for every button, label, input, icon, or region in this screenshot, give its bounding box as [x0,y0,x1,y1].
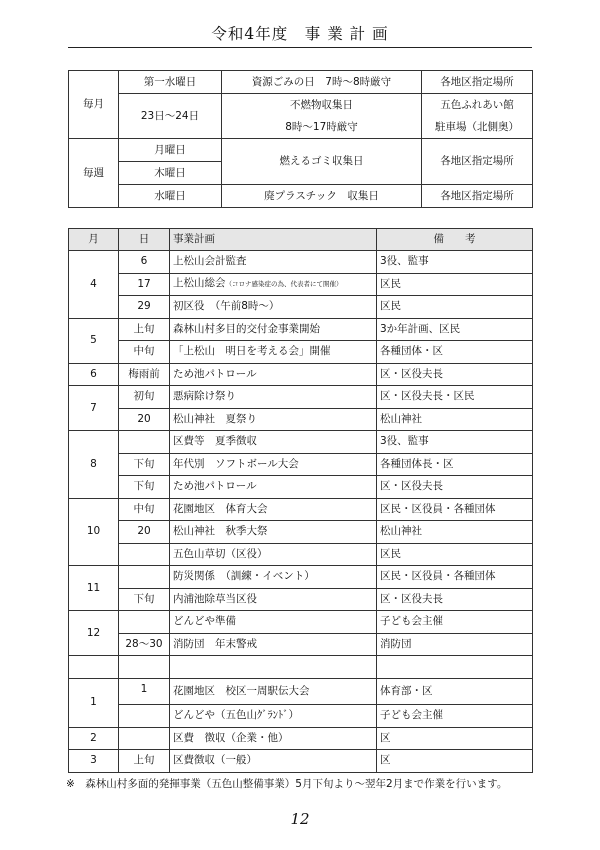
table-row [69,386,533,409]
table-row [69,678,533,705]
empty-row [69,656,533,679]
plan-cell: 区費徴収（一般） [170,750,377,773]
plan-cell: 年代別 ソフトボール大会 [170,453,377,476]
collection-schedule-table [68,70,533,208]
table-row [69,431,533,454]
day-cell: 29 [119,296,170,319]
schedule-where: 各地区指定場所 [422,185,533,208]
empty-cell [69,656,119,679]
plan-cell: 消防団 年末警戒 [170,633,377,656]
day-cell: 6 [119,251,170,274]
table-row [69,705,533,728]
plan-cell: 区費等 夏季徴収 [170,431,377,454]
note-cell: 区民・区役員・各種団体 [377,498,533,521]
schedule-when: 木曜日 [119,162,222,185]
table-row [69,251,533,274]
note-cell: 松山神社 [377,521,533,544]
note-cell: 消防団 [377,633,533,656]
page-title: 令和4年度 事 業 計 画 [211,25,389,43]
schedule-when: 水曜日 [119,185,222,208]
business-plan-table [68,228,533,773]
schedule-where: 各地区指定場所 [422,71,533,94]
table-row [69,588,533,611]
month-cell: 3 [69,750,119,773]
note-cell: 区・区役夫長 [377,476,533,499]
table-row [69,750,533,773]
plan-cell: 区費 徴収（企業・他） [170,727,377,750]
month-cell: 5 [69,318,119,363]
day-cell: 28～30 [119,633,170,656]
note-cell: 子ども会主催 [377,611,533,634]
plan-cell: 悪病除け祭り [170,386,377,409]
title-underline [68,47,532,48]
plan-cell: 内浦池除草当区役 [170,588,377,611]
month-cell: 1 [69,678,119,727]
schedule-where-line: 駐車場（北側奥） [435,121,519,133]
table-row [69,727,533,750]
month-cell: 4 [69,251,119,319]
empty-cell [377,656,533,679]
table-row [69,633,533,656]
plan-text: 上松山総会 [173,277,226,290]
header-day: 日 [119,229,170,251]
note-cell: 区・区役夫長・区民 [377,386,533,409]
page-number: 12 [290,810,310,828]
day-cell: 17 [119,273,170,296]
monthly-label: 毎月 [69,71,119,139]
day-cell: 下旬 [119,588,170,611]
schedule-where-line: 五色ふれあい館 [440,99,514,111]
table-row [69,453,533,476]
plan-cell: 松山神社 秋季大祭 [170,521,377,544]
table-row [69,566,533,589]
header-row [69,229,533,251]
day-cell: 1 [119,678,170,705]
note-cell: 区・区役夫長 [377,363,533,386]
day-cell: 梅雨前 [119,363,170,386]
plan-cell: 五色山草切（区役） [170,543,377,566]
table-row [69,139,533,162]
table-row [69,498,533,521]
table-row [69,94,533,139]
schedule-what [222,94,422,139]
note-cell: 区民 [377,273,533,296]
table-row [69,408,533,431]
plan-cell: 上松山会計監査 [170,251,377,274]
note-cell: 区・区役夫長 [377,588,533,611]
plan-cell: ため池パトロール [170,363,377,386]
plan-cell: ため池パトロール [170,476,377,499]
month-cell: 11 [69,566,119,611]
schedule-what-line: 8時～17時厳守 [285,121,358,133]
plan-cell: どんどや準備 [170,611,377,634]
header-month: 月 [69,229,119,251]
empty-cell [119,656,170,679]
schedule-what: 燃えるゴミ収集日 [222,139,422,185]
plan-cell: 初区役 （午前8時～） [170,296,377,319]
note-cell: 体育部・区 [377,678,533,705]
day-cell: 中旬 [119,498,170,521]
plan-cell: 花園地区 体育大会 [170,498,377,521]
note-cell: 区 [377,727,533,750]
plan-cell: 花園地区 校区一周駅伝大会 [170,678,377,705]
schedule-when: 23日～24日 [119,94,222,139]
table-row [69,476,533,499]
day-cell: 上旬 [119,318,170,341]
day-cell: 下旬 [119,476,170,499]
day-cell: 初旬 [119,386,170,409]
plan-cell: 防災関係 （訓練・イベント） [170,566,377,589]
note-cell: 3役、監事 [377,431,533,454]
note-cell: 3か年計画、区民 [377,318,533,341]
schedule-where [422,94,533,139]
schedule-what: 資源ごみの日 7時～8時厳守 [222,71,422,94]
note-cell: 3役、監事 [377,251,533,274]
plan-cell: どんどや（五色山ｸﾞﾗﾝﾄﾞ） [170,705,377,728]
table-row [69,543,533,566]
day-cell: 中旬 [119,341,170,364]
table-row [69,318,533,341]
month-cell: 10 [69,498,119,566]
schedule-what-line: 不燃物収集日 [290,99,353,111]
day-cell [119,705,170,728]
note-cell: 各種団体長・区 [377,453,533,476]
month-cell: 12 [69,611,119,656]
header-note: 備 考 [377,229,533,251]
table-row [69,521,533,544]
table-row [69,611,533,634]
day-cell: 下旬 [119,453,170,476]
day-cell [119,431,170,454]
month-cell: 7 [69,386,119,431]
day-cell [119,727,170,750]
day-cell [119,543,170,566]
plan-cell: 「上松山 明日を考える会」開催 [170,341,377,364]
table-row [69,273,533,296]
table-row [69,185,533,208]
weekly-label: 毎週 [69,139,119,208]
day-cell: 20 [119,408,170,431]
schedule-when: 第一水曜日 [119,71,222,94]
schedule-when: 月曜日 [119,139,222,162]
schedule-what: 廃プラスチック 収集日 [222,185,422,208]
note-cell: 松山神社 [377,408,533,431]
note-cell: 区民 [377,543,533,566]
day-cell [119,566,170,589]
plan-cell [170,273,377,296]
table-row [69,71,533,94]
table-row [69,363,533,386]
month-cell: 6 [69,363,119,386]
plan-subnote: （コロナ感染症の為、代表者にて開催） [225,280,343,289]
footnote: ※ 森林山村多面的発揮事業（五色山整備事業）5月下旬より～翌年2月まで作業を行います。 [66,778,508,790]
note-cell: 子ども会主催 [377,705,533,728]
month-cell: 2 [69,727,119,750]
plan-cell: 森林山村多目的交付金事業開始 [170,318,377,341]
note-cell: 区 [377,750,533,773]
plan-cell: 松山神社 夏祭り [170,408,377,431]
day-cell: 20 [119,521,170,544]
empty-cell [170,656,377,679]
table-row [69,296,533,319]
header-plan: 事業計画 [170,229,377,251]
note-cell: 区民・区役員・各種団体 [377,566,533,589]
note-cell: 区民 [377,296,533,319]
schedule-where: 各地区指定場所 [422,139,533,185]
note-cell: 各種団体・区 [377,341,533,364]
month-cell: 8 [69,431,119,499]
day-cell [119,611,170,634]
table-row [69,341,533,364]
day-cell: 上旬 [119,750,170,773]
